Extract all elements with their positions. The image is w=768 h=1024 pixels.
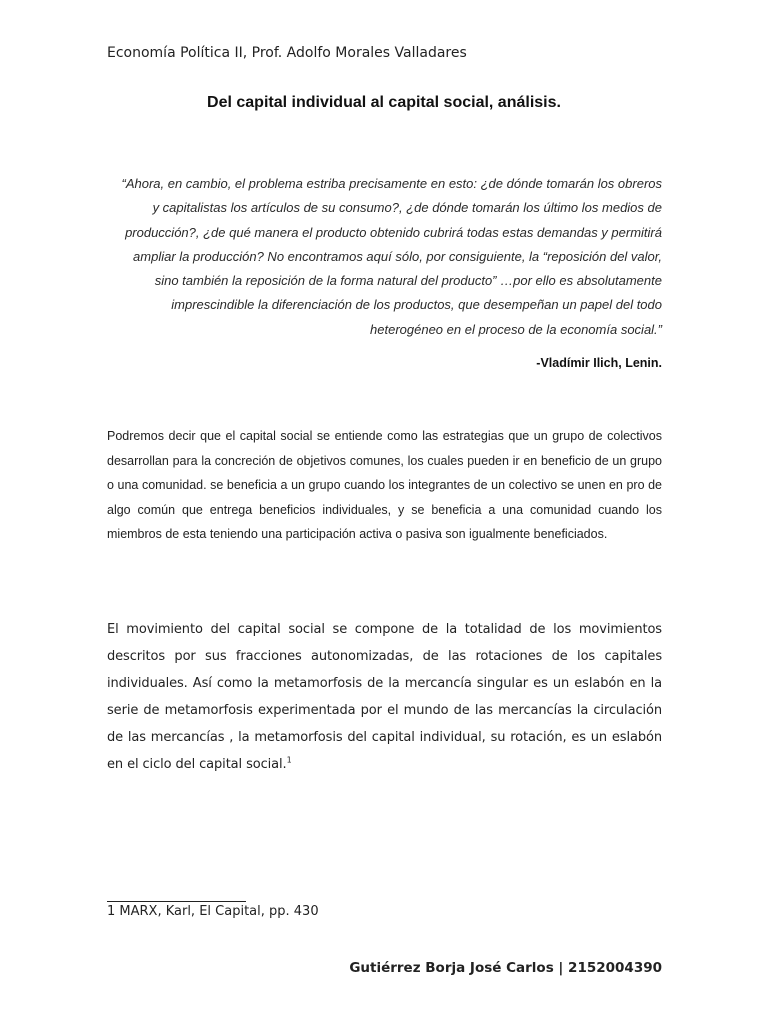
body-paragraph-1: Podremos decir que el capital social se entiende como las estrategias que un grupo de colectivos desarrollan para la concreción de objetivos comunes, los cuales pueden ir en beneficio de un grupo o una comunidad. se beneficia a un grupo cuando los integrantes de un colectivo se unen en pro de algo común que entrega beneficios individuales, y se beneficia a una comunidad cuando los miembros de esta teniendo una participación activa o pasiva son igualmente beneficiados.	[107, 429, 662, 541]
page-footer: Gutiérrez Borja José Carlos | 2152004390	[349, 960, 662, 976]
footnote-separator	[107, 901, 246, 902]
body-paragraph-2-text: El movimiento del capital social se compone de la totalidad de los movimientos descritos por sus fracciones autonomizadas, de las rotaciones de los capitales individuales. Así como la metamorfosis de la mercancía singular es un eslabón en la serie de metamorfosis experimentada por el mundo de las mercancías la circulación de las mercancías , la metamorfosis del capital individual, su rotación, es un eslabón en el ciclo del capital social.	[107, 622, 662, 772]
page-header: Economía Política II, Prof. Adolfo Morales Valladares	[107, 45, 467, 61]
epigraph-quote: “Ahora, en cambio, el problema estriba precisamente en esto: ¿de dónde tomarán los obreros y capitalistas los artículos de su consumo?, ¿de dónde tomarán los último los medios de producción?, ¿de qué manera el producto obtenido cubrirá todas estas demandas y permitirá ampliar la producción? No encontramos aquí sólo, por consiguiente, la “reposición del valor, sino también la reposición de la forma natural del producto” …por ello es absolutamente imprescindible la diferenciación de los productos, que desempeñan un papel del todo heterogéneo en el proceso de la economía social.”	[121, 176, 662, 337]
document-title: Del capital individual al capital social, análisis.	[207, 94, 561, 111]
footnote: 1 MARX, Karl, El Capital, pp. 430	[107, 904, 319, 919]
footnote-reference[interactable]: 1	[286, 755, 292, 765]
body-paragraph-2	[107, 616, 662, 778]
quote-author: -Vladímir Ilich, Lenin.	[536, 356, 662, 370]
